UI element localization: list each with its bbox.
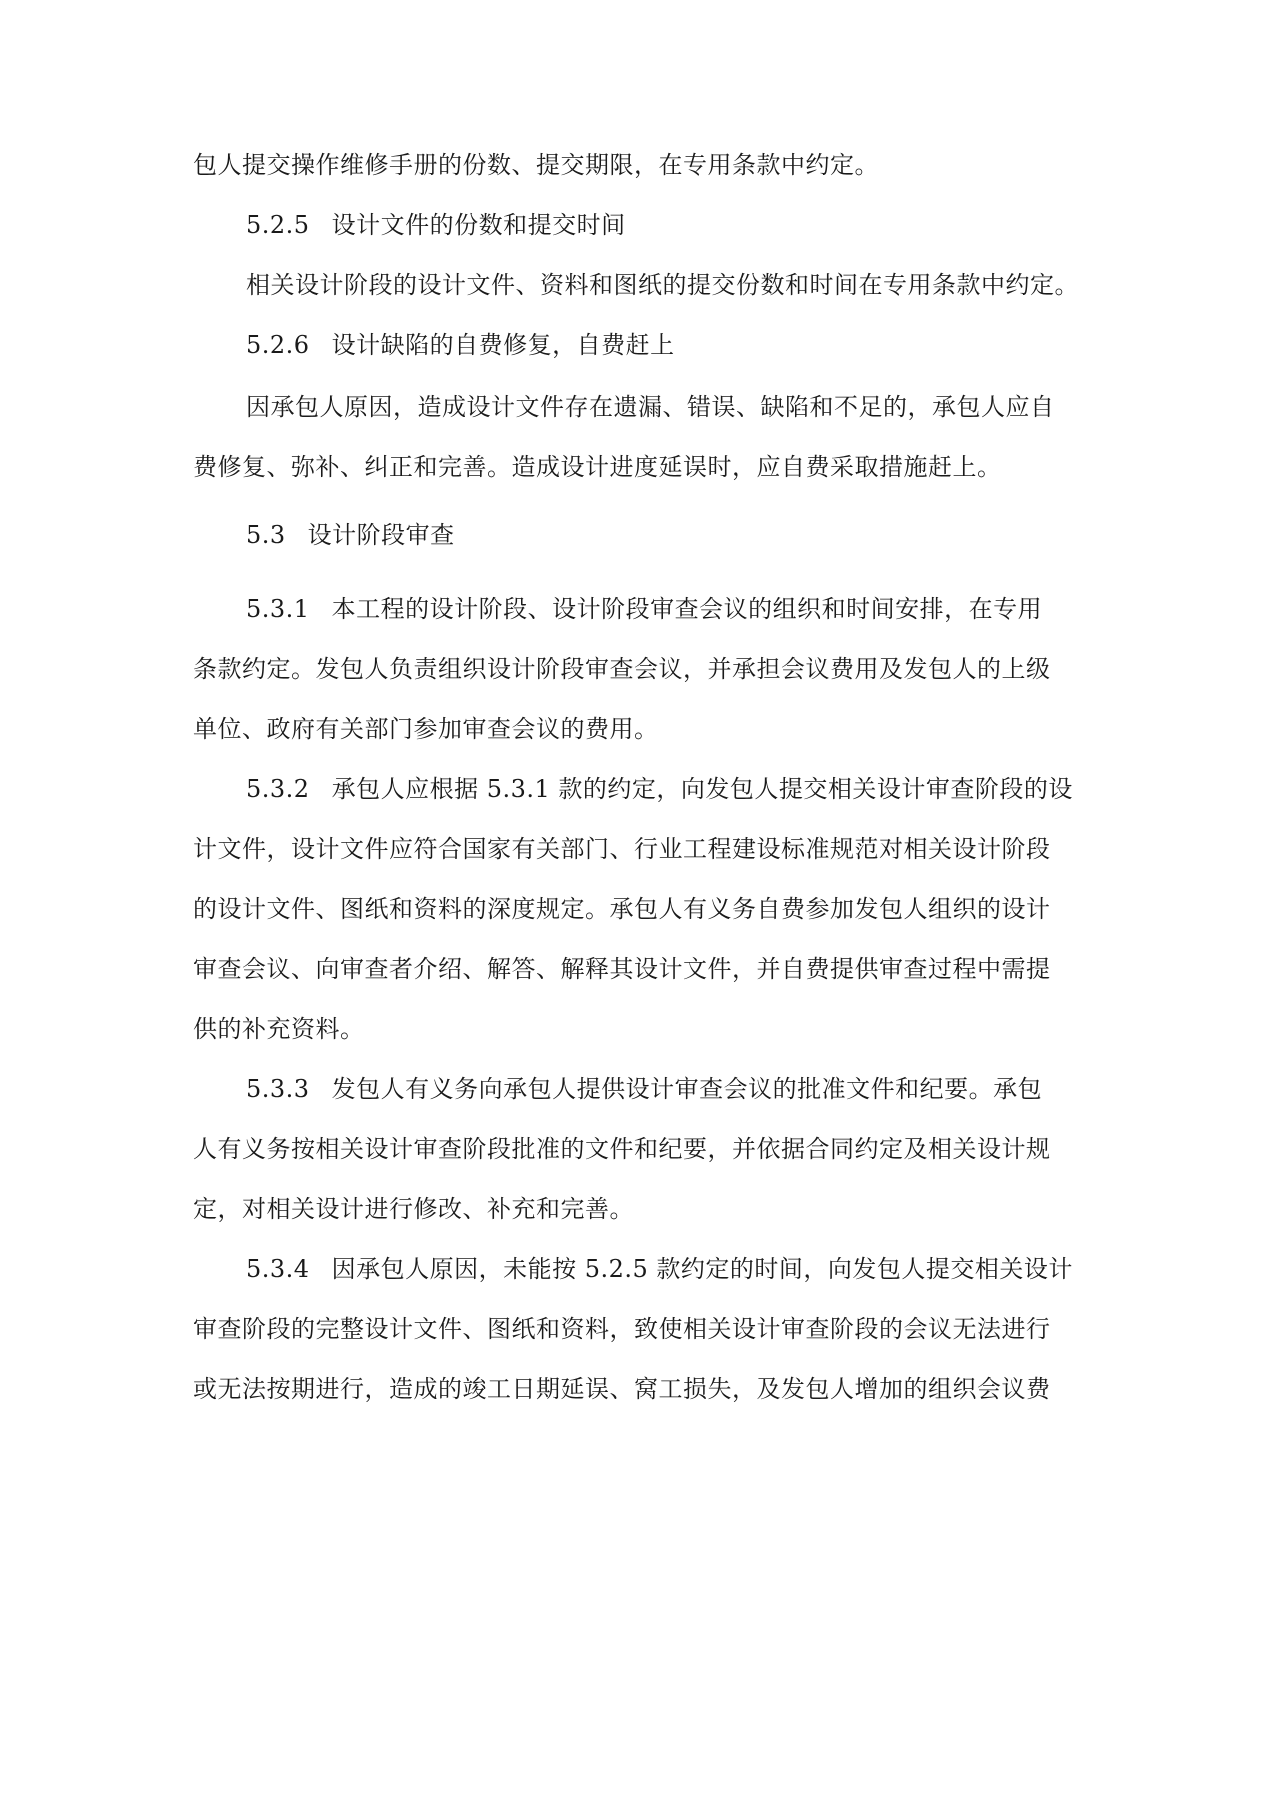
clause-number: 5.3.1 — [246, 595, 310, 623]
text-line: 审查会议、向审查者介绍、解答、解释其设计文件，并自费提供审查过程中需提 — [193, 955, 1051, 983]
clause-5-3-3 — [246, 1072, 1146, 1106]
section-heading-5-2-6 — [246, 328, 1146, 362]
clause-number: 5.3.4 — [246, 1255, 310, 1283]
text-line: 包人提交操作维修手册的份数、提交期限，在专用条款中约定。 — [193, 151, 879, 179]
clause-text: 承包人应根据 5.3.1 款的约定，向发包人提交相关设计审查阶段的设 — [331, 775, 1073, 803]
section-title: 设计阶段审查 — [307, 521, 455, 549]
clause-text: 因承包人原因，未能按 5.2.5 款约定的时间，向发包人提交相关设计 — [331, 1255, 1073, 1283]
section-number: 5.2.5 — [246, 211, 310, 239]
clause-number: 5.3.2 — [246, 775, 310, 803]
text-line: 审查阶段的完整设计文件、图纸和资料，致使相关设计审查阶段的会议无法进行 — [193, 1315, 1051, 1343]
text-line: 计文件，设计文件应符合国家有关部门、行业工程建设标准规范对相关设计阶段 — [193, 835, 1051, 863]
clause-5-3-1 — [246, 592, 1146, 626]
text-line: 人有义务按相关设计审查阶段批准的文件和纪要，并依据合同约定及相关设计规 — [193, 1135, 1051, 1163]
section-heading-5-2-5 — [246, 208, 1146, 242]
text-line: 供的补充资料。 — [193, 1015, 365, 1043]
clause-text: 发包人有义务向承包人提供设计审查会议的批准文件和纪要。承包 — [331, 1075, 1043, 1103]
text-line: 定，对相关设计进行修改、补充和完善。 — [193, 1195, 634, 1223]
section-heading-5-3 — [246, 518, 1146, 552]
section-title: 设计缺陷的自费修复，自费赶上 — [331, 331, 675, 359]
clause-text: 本工程的设计阶段、设计阶段审查会议的组织和时间安排，在专用 — [331, 595, 1043, 623]
text-line: 费修复、弥补、纠正和完善。造成设计进度延误时，应自费采取措施赶上。 — [193, 453, 1002, 481]
clause-5-3-2 — [246, 772, 1146, 806]
section-number: 5.2.6 — [246, 331, 310, 359]
section-number: 5.3 — [246, 521, 286, 549]
text-line: 或无法按期进行，造成的竣工日期延误、窝工损失，及发包人增加的组织会议费 — [193, 1375, 1051, 1403]
text-line: 的设计文件、图纸和资料的深度规定。承包人有义务自费参加发包人组织的设计 — [193, 895, 1051, 923]
text-line: 相关设计阶段的设计文件、资料和图纸的提交份数和时间在专用条款中约定。 — [246, 271, 1079, 299]
clause-5-3-4 — [246, 1252, 1146, 1286]
text-line: 条款约定。发包人负责组织设计阶段审查会议，并承担会议费用及发包人的上级 — [193, 655, 1051, 683]
section-title: 设计文件的份数和提交时间 — [331, 211, 626, 239]
text-line: 因承包人原因，造成设计文件存在遗漏、错误、缺陷和不足的，承包人应自 — [246, 393, 1055, 421]
text-line: 单位、政府有关部门参加审查会议的费用。 — [193, 715, 659, 743]
clause-number: 5.3.3 — [246, 1075, 310, 1103]
